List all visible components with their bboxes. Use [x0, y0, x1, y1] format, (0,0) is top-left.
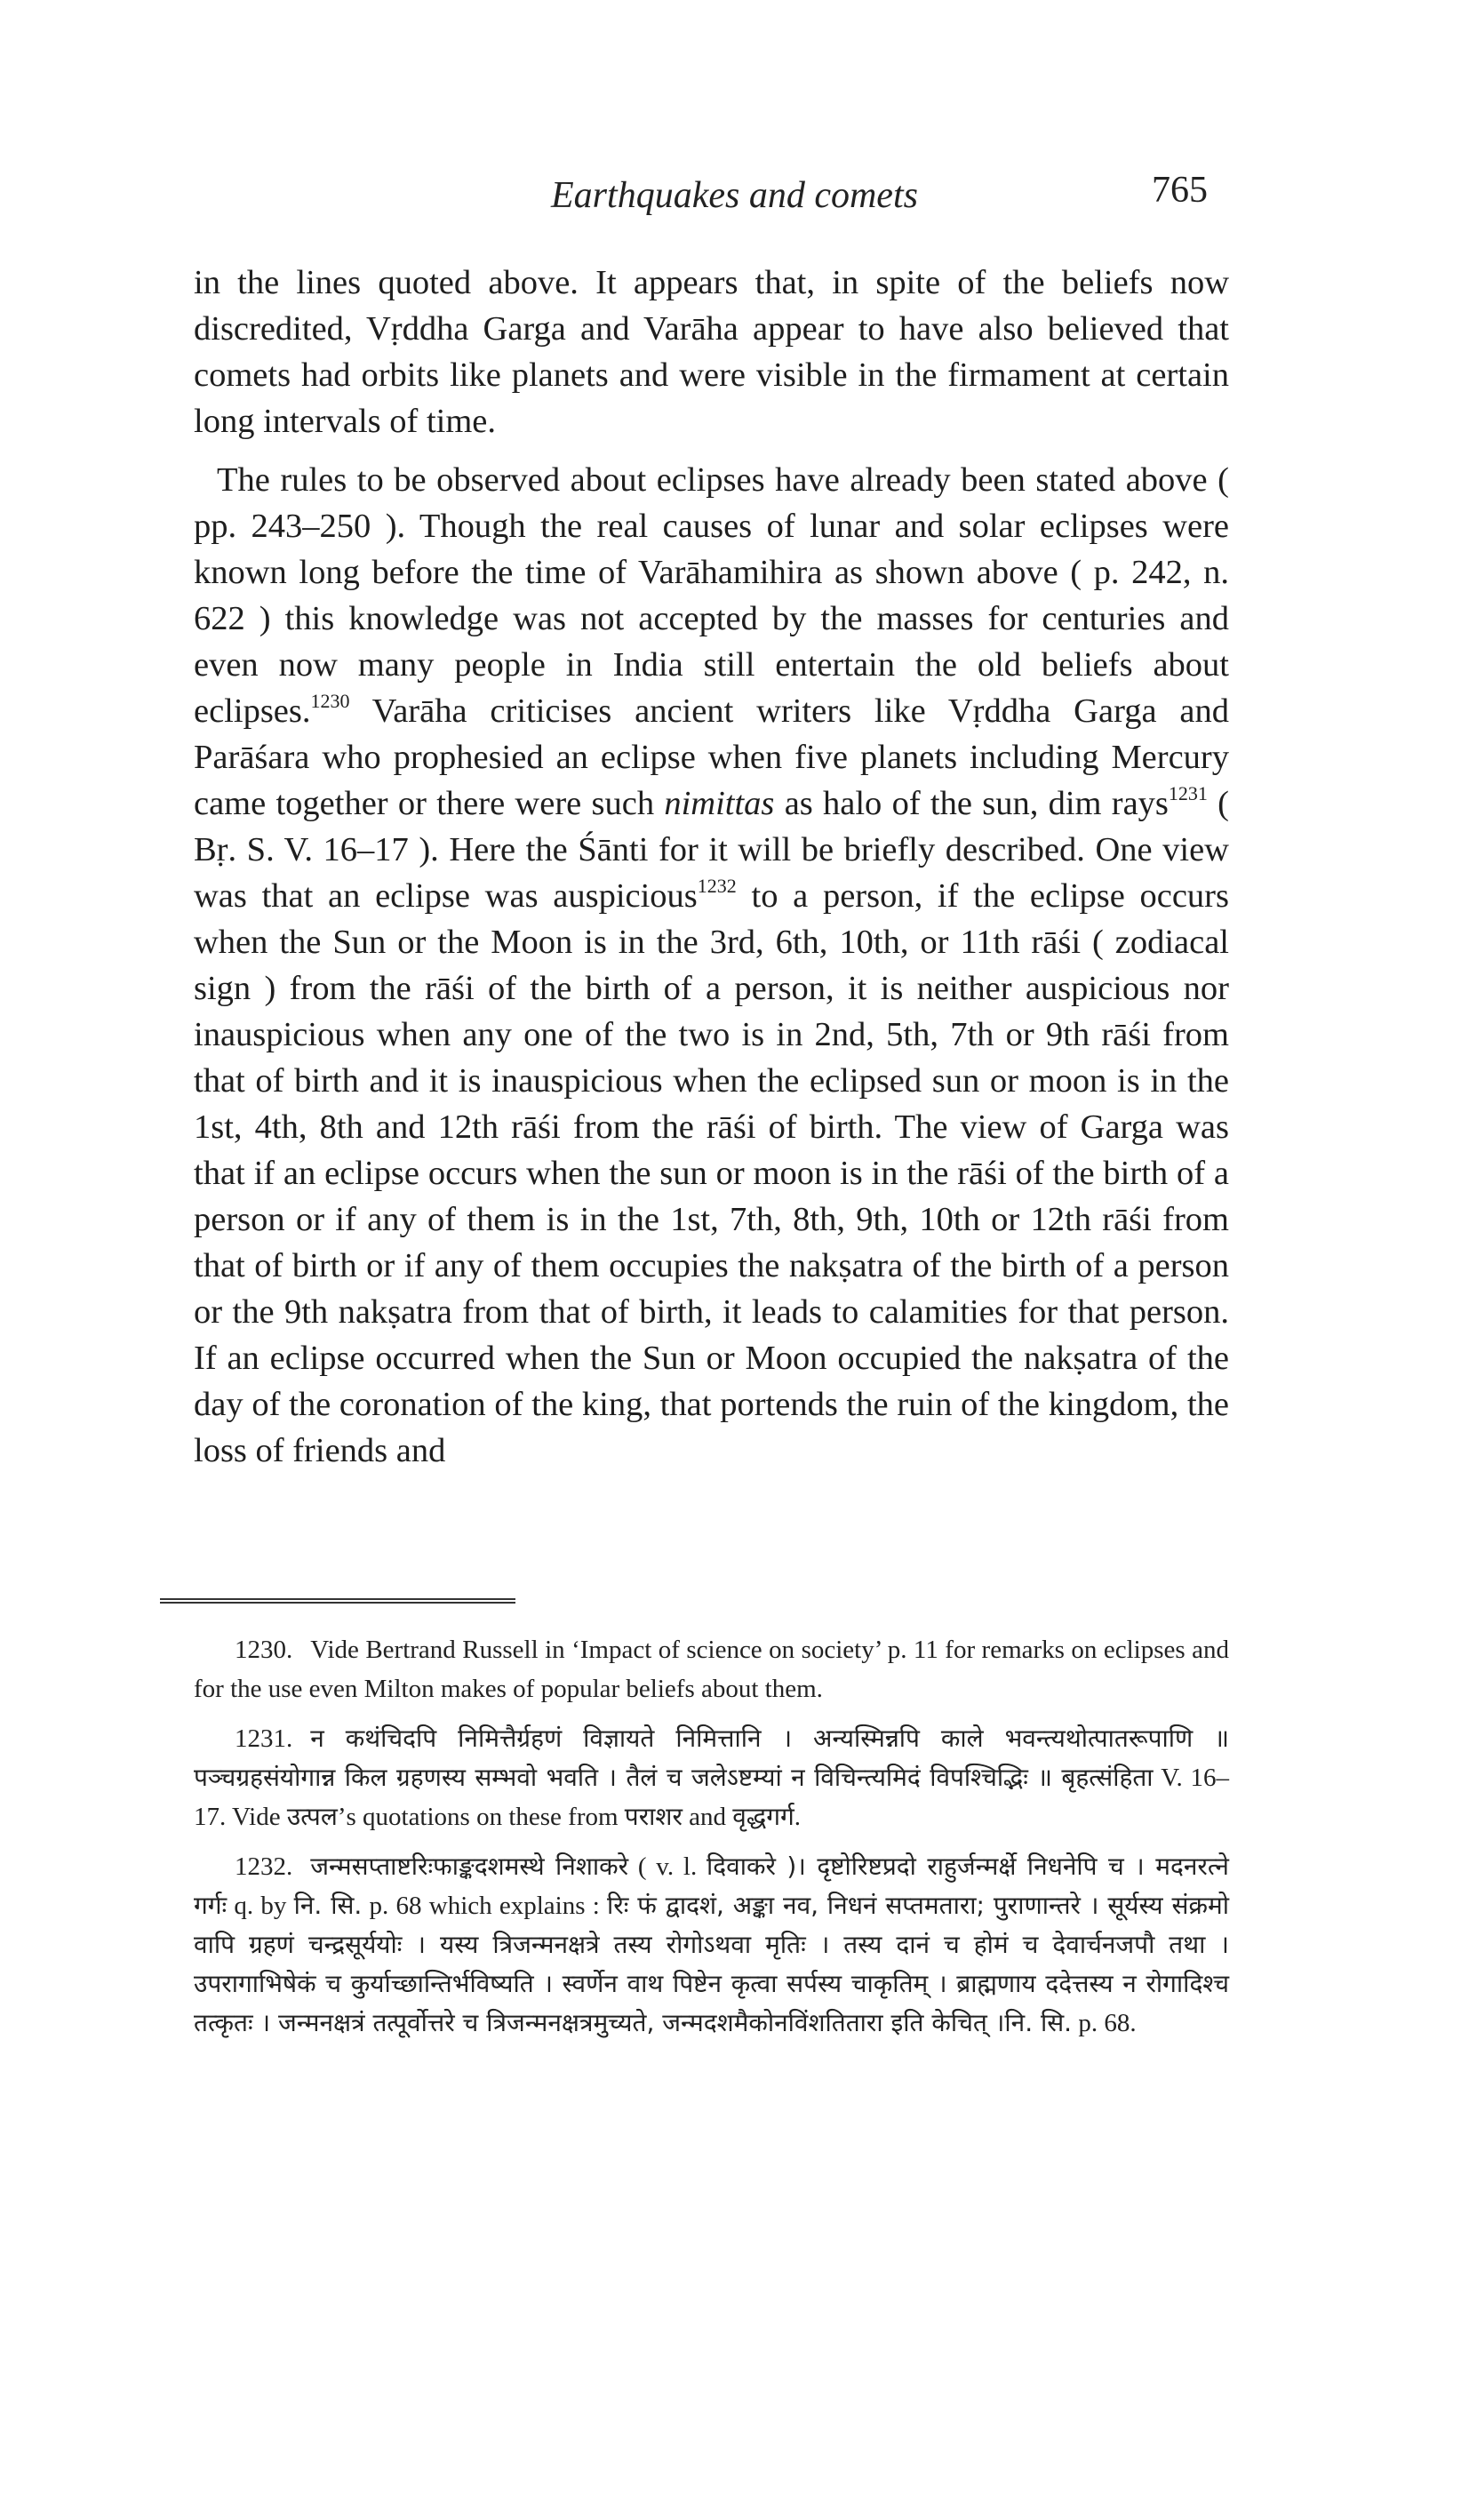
paragraph-2-part-e: to a person, if the eclipse occurs when the Sun or the Moon is in the 3rd, 6th, 10th, or 11th rāśi ( zodiacal sign ) from the rāśi of the birth of a person, it is neither auspicious nor inauspicious when any one of the two is in 2nd, 5th, 7th or 9th rāśi from that of birth and it is inauspicious when the eclipsed sun or moon is in the 1st, 4th, 8th and 12th rāśi from the rāśi of birth. The view of Garga was that if an eclipse occurs when the sun or moon is in the rāśi of the birth of a person or if any of them is in the 1st, 7th, 8th, 9th, 10th or 12th rāśi from that of birth or if any of them occupies the nakṣatra of the birth of a person or the 9th nakṣatra from that of birth, it leads to calamities for that person. If an eclipse occurred when the Sun or Moon occupied the nakṣatra of the day of the coronation of the king, that portends the ruin of the kingdom, the loss of friends and [194, 877, 1229, 1469]
sanskrit-abbrev: नि. सि. [293, 1891, 363, 1920]
sanskrit-quote: न कथंचिदपि निमित्तैर्ग्रहणं विज्ञायते निमित्तानि । अन्यस्मिन्नपि काले भवन्त्यथोत्पातरूपाणि ॥ पञ्चग्रहसंयोगान्न किल ग्रहणस्य सम्भवो भवति । तैलं च जलेऽष्टम्यां न विचिन्त्यमिदं विपश्चिद्भिः ॥ बृहत्संहिता [194, 1724, 1229, 1792]
footnote-1232 [194, 1847, 1229, 2043]
paragraph-2 [194, 457, 1229, 1474]
paragraph-2-part-b: Varāha criticises ancient writers like Vṛddha Garga and Parāśara who prophesied an eclipse when five planets including Mercury came together or there were such [194, 692, 1229, 822]
footnote-text: ’s quotations on these from [337, 1803, 625, 1831]
footnote-ref-1230[interactable]: 1230 [310, 690, 350, 712]
sanskrit-variant: दिवाकरे [707, 1852, 776, 1881]
footnote-text: Vide Bertrand Russell in ‘Impact of science on society’ p. 11 for remarks on eclipses and for the use even Milton makes of popular beliefs about them. [194, 1636, 1229, 1703]
footnote-text: V. 16–17. Vide [194, 1764, 1229, 1831]
footnote-ref-1232[interactable]: 1232 [697, 875, 737, 897]
footnote-number: 1231. [235, 1724, 293, 1753]
sanskrit-abbrev: नि. सि. [1004, 2008, 1073, 2037]
footnotes [194, 1630, 1229, 2053]
sanskrit-name: उत्पल [286, 1802, 338, 1831]
footnote-text: . [794, 1803, 801, 1831]
paragraph-2-part-d: ( Bṛ. S. V. 16–17 ). Here the Śānti for it will be briefly described. One view was that an eclipse was auspicious [194, 785, 1229, 915]
sanskrit-name: वृद्धगर्ग [732, 1802, 794, 1831]
sanskrit-quote: )। दृष्टोरिष्टप्रदो राहुर्जन्मर्क्षे निधनेपि च । मदनरत्ने गर्गः [194, 1852, 1229, 1920]
page-number: 765 [1152, 170, 1208, 211]
footnote-text: p. 68. [1072, 2009, 1137, 2037]
running-title: Earthquakes and comets [551, 175, 918, 216]
main-text [194, 260, 1229, 1474]
paragraph-2-part-c: as halo of the sun, dim rays [774, 785, 1169, 822]
footnote-1230 [194, 1630, 1229, 1708]
sanskrit-name: पराशर [624, 1802, 683, 1831]
sanskrit-quote: रिः फं द्वादशं, अङ्का नव, निधनं सप्तमतारा; पुराणान्तरे । सूर्यस्य संक्रमो वापि ग्रहणं चन्द्रसूर्ययोः । यस्य त्रिजन्मनक्षत्रे तस्य रोगोऽथवा मृतिः । तस्य दानं च होमं च देवार्चनजपौ तथा । उपरागाभिषेकं च कुर्याच्छान्तिर्भविष्यति । स्वर्णेन वाथ पिष्टेन कृत्वा सर्पस्य चाकृतिम् । ब्राह्मणाय ददेत्तस्य न रोगादिश्च तत्कृतः । जन्मनक्षत्रं तत्पूर्वोत्तरे च त्रिजन्मनक्षत्रमुच्यते, जन्मदशमैकोनविंशतितारा इति केचित् । [194, 1891, 1229, 2037]
sanskrit-quote: जन्मसप्ताष्टरिःफाङ्कदशमस्थे निशाकरे [310, 1852, 629, 1881]
footnote-text: q. by [227, 1892, 294, 1920]
footnote-number: 1230. [235, 1636, 293, 1664]
footnote-1231 [194, 1719, 1229, 1836]
footnote-number: 1232. [235, 1852, 293, 1881]
paragraph-1: in the lines quoted above. It appears that, in spite of the beliefs now discredited, Vṛddha Garga and Varāha appear to have also believed that comets had orbits like planets and were visible in the firmament at certain long intervals of time. [194, 264, 1229, 440]
footnote-text: and [682, 1803, 733, 1831]
footnote-separator [160, 1598, 515, 1604]
footnote-text: ( v. l. [628, 1852, 707, 1881]
nimittas-term: nimittas [664, 785, 775, 822]
footnote-text: p. 68 which explains : [362, 1892, 608, 1920]
footnote-ref-1231[interactable]: 1231 [1168, 782, 1208, 804]
paragraph-2-part-a: The rules to be observed about eclipses have already been stated above ( pp. 243–250 ). Though the real causes of lunar and solar eclipses were known long before the time of Varāhamihira as shown above ( p. 242, n. 622 ) this knowledge was not accepted by the masses for centuries and even now many people in India still entertain the old beliefs about eclipses. [194, 461, 1229, 730]
